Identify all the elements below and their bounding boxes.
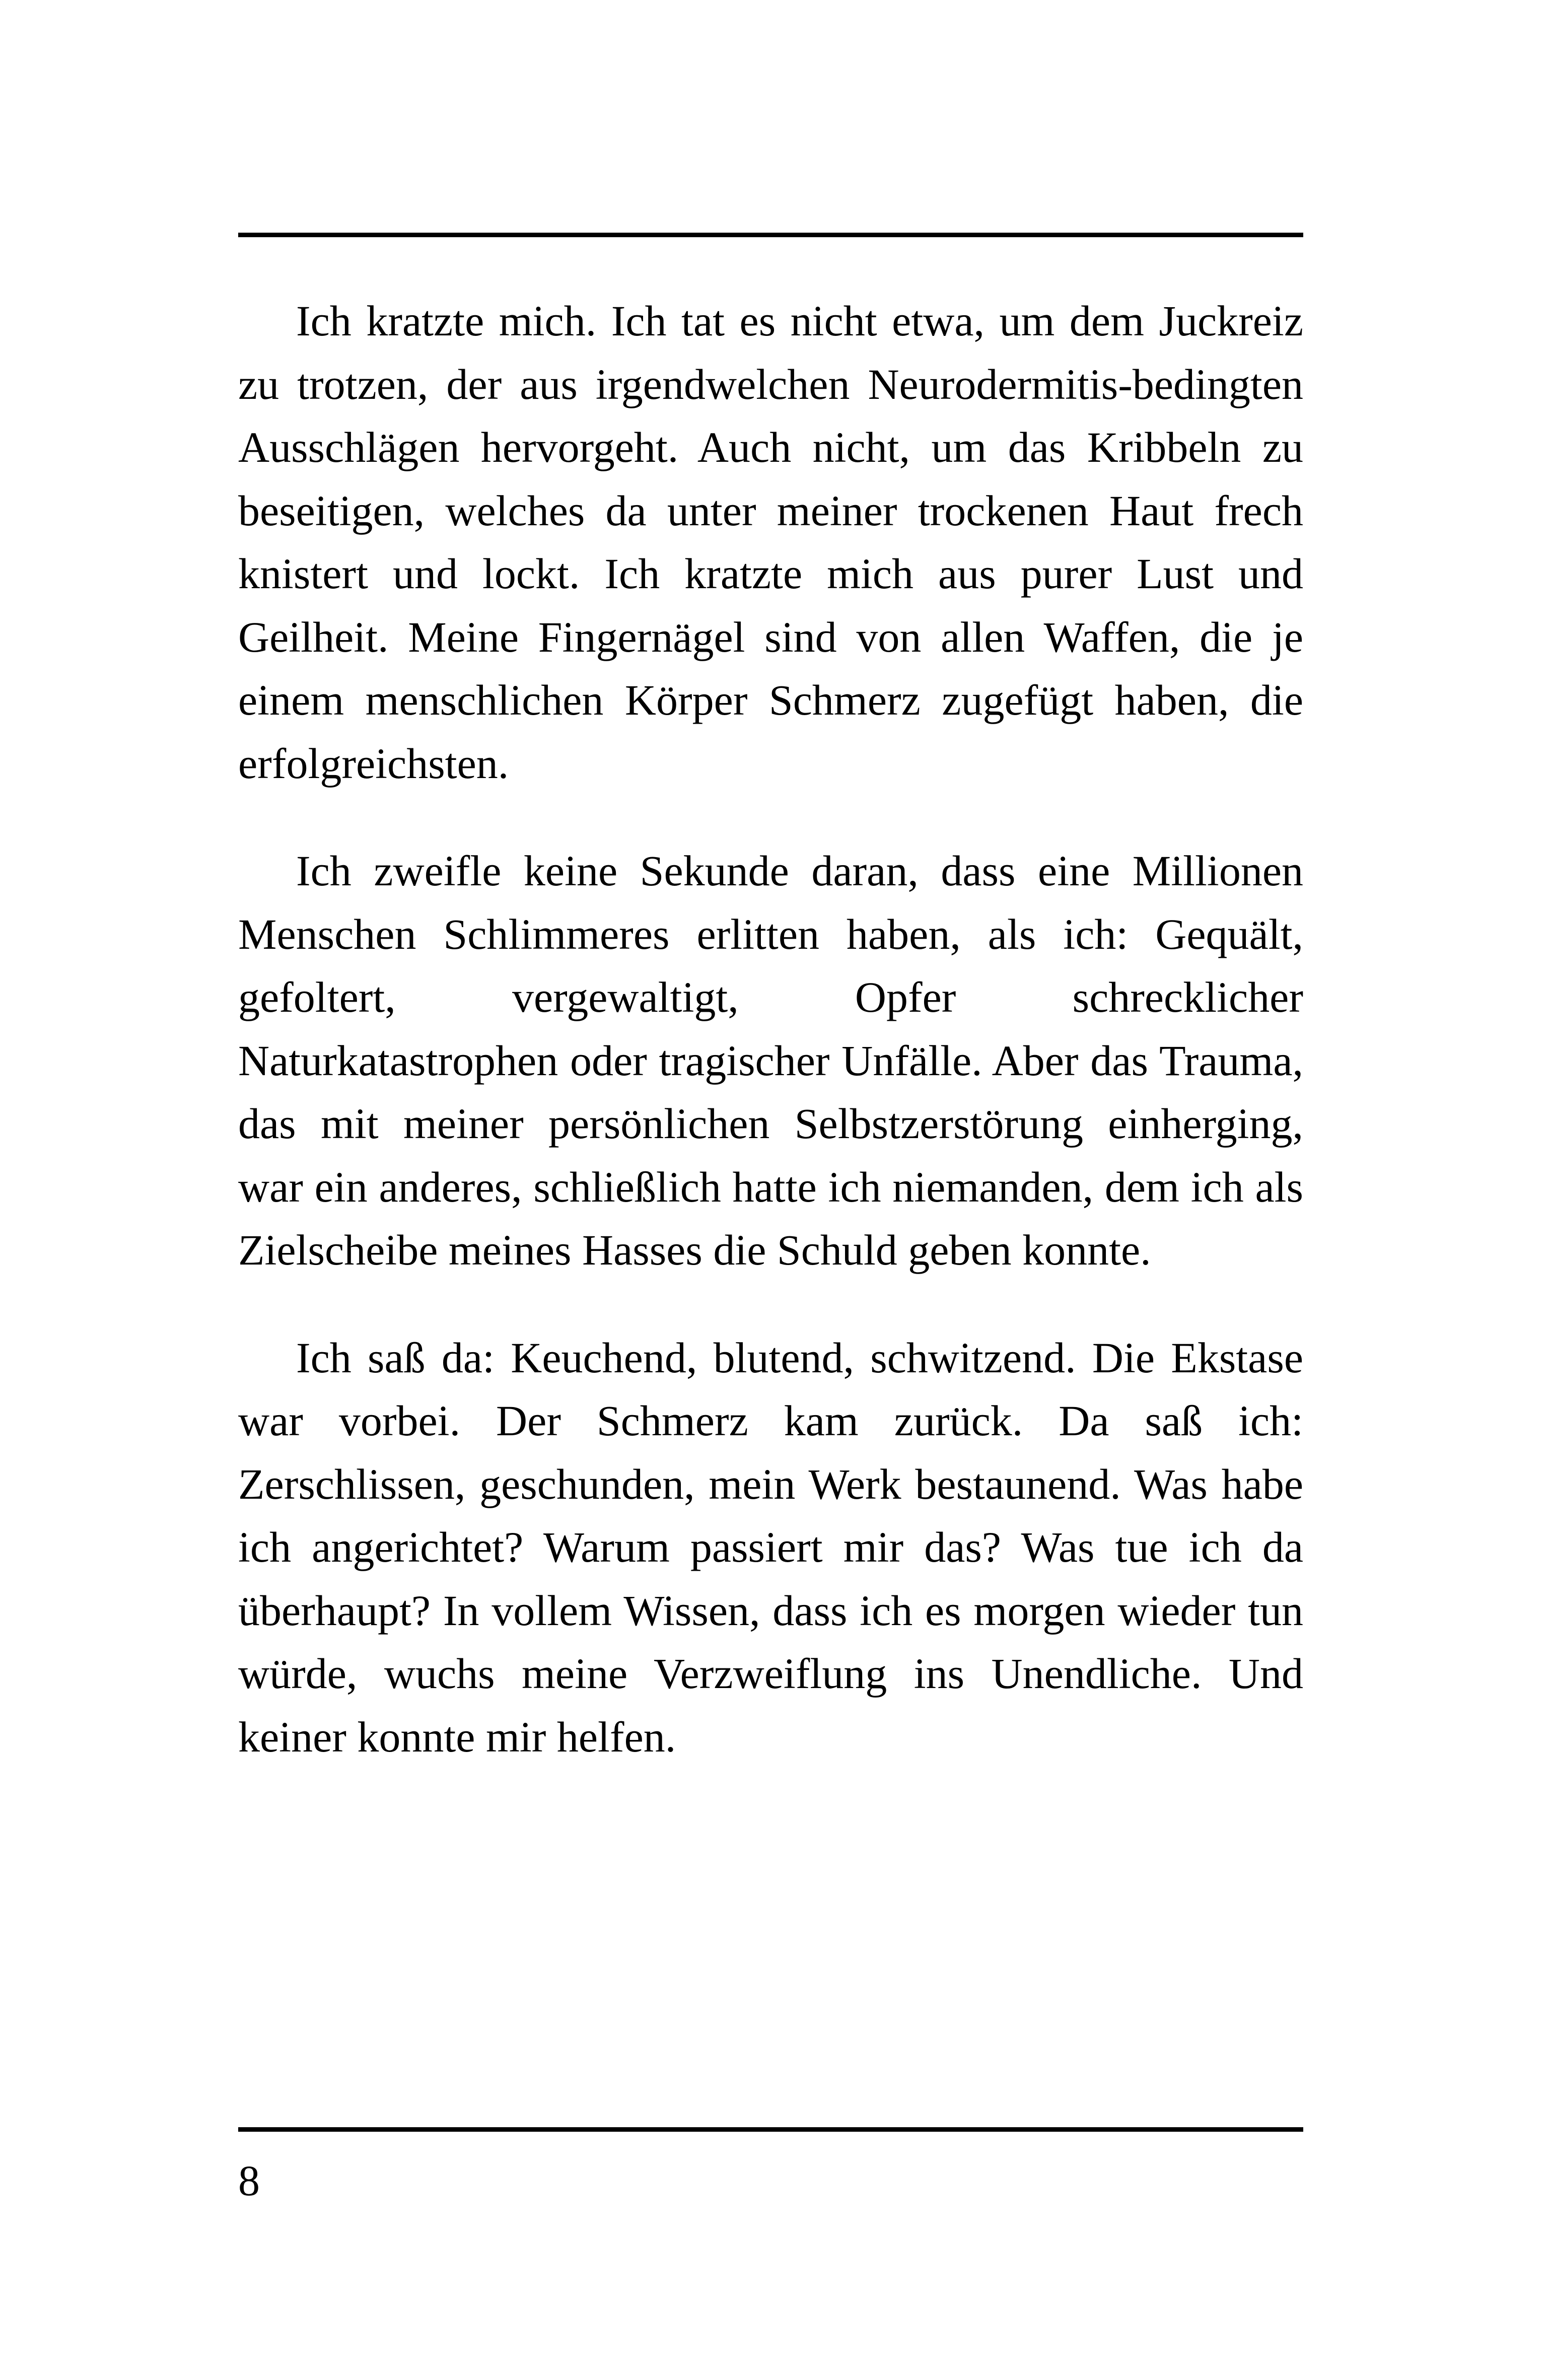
bottom-rule bbox=[238, 2127, 1303, 2132]
paragraph-2: Ich zweifle keine Sekunde daran, dass eine Millionen Menschen Schlimmeres erlitten haben, als ich: Gequält, gefoltert, vergewaltigt, Opfer schrecklicher Naturkatastrophen oder tragischer Unfälle. Aber das Trauma, das mit meiner persönlichen Selbstzerstörung einherging, war ein anderes, schließlich hatte ich niemanden, dem ich als Zielscheibe meines Hasses die Schuld geben konnte. bbox=[238, 847, 1303, 1274]
page-body bbox=[238, 290, 1303, 1769]
paragraph-1: Ich kratzte mich. Ich tat es nicht etwa, um dem Juckreiz zu trotzen, der aus irgendwelchen Neurodermitis-bedingten Ausschlägen hervorgeht. Auch nicht, um das Kribbeln zu beseitigen, welches da unter meiner trockenen Haut frech knistert und lockt. Ich kratzte mich aus purer Lust und Geilheit. Meine Fingernägel sind von allen Waffen, die je einem menschlichen Körper Schmerz zugefügt haben, die erfolgreichsten. bbox=[238, 297, 1303, 788]
page-number: 8 bbox=[238, 2156, 260, 2205]
paragraph-3: Ich saß da: Keuchend, blutend, schwitzend. Die Ekstase war vorbei. Der Schmerz kam zurück. Da saß ich: Zerschlissen, geschunden, mein Werk bestaunend. Was habe ich angerichtet? Warum passiert mir das? Was tue ich da überhaupt? In vollem Wissen, dass ich es morgen wieder tun würde, wuchs meine Verzweiflung ins Unendliche. Und keiner konnte mir helfen. bbox=[238, 1333, 1303, 1761]
top-rule bbox=[238, 233, 1303, 237]
